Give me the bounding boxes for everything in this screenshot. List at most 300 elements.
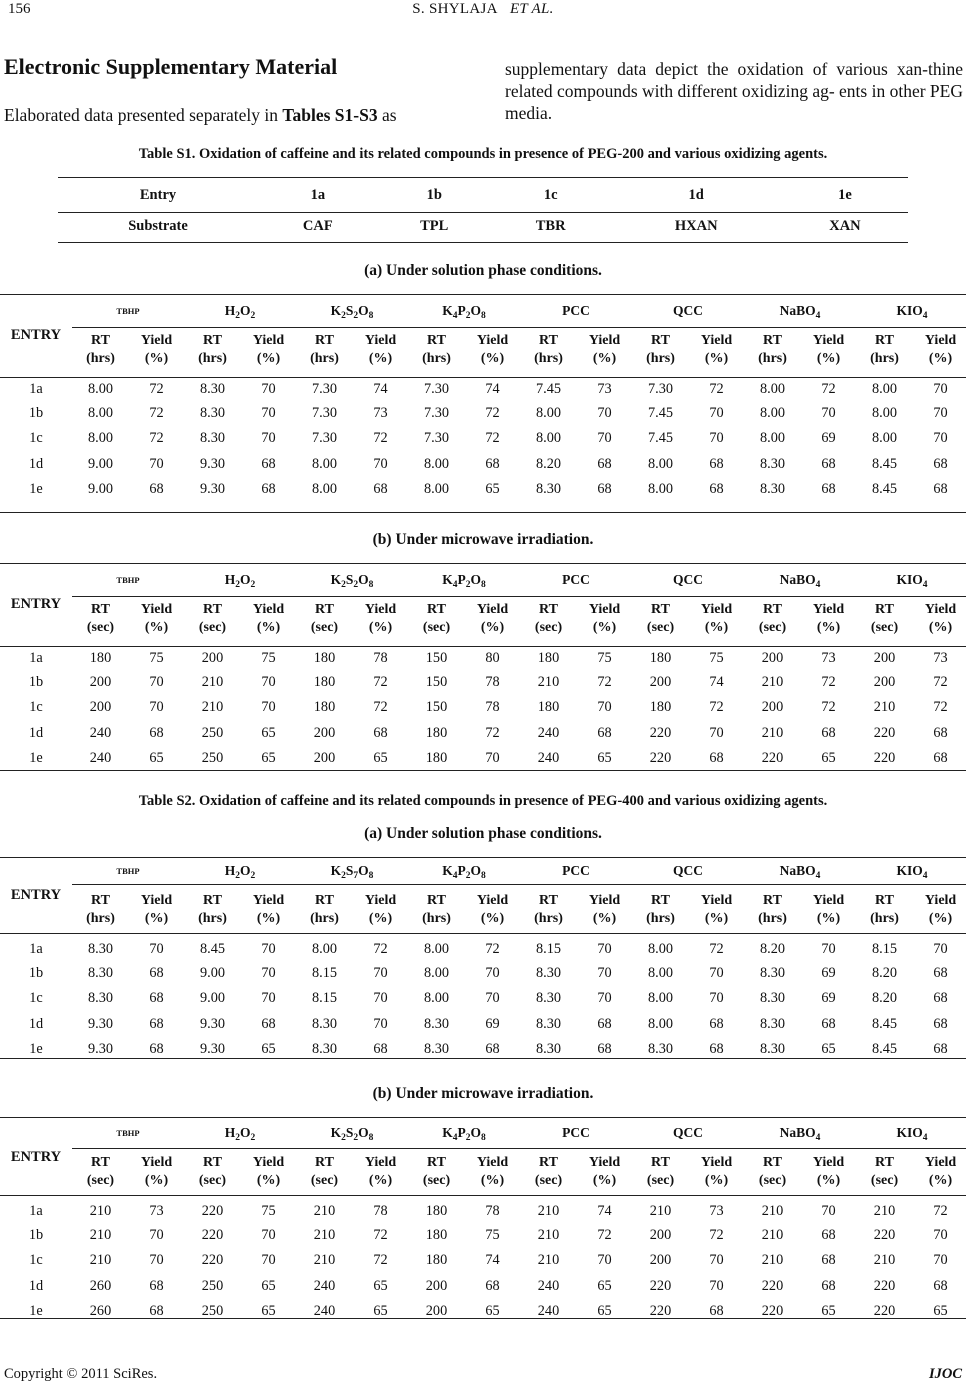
oxidant-header: NaBO$_4$ <box>779 571 821 590</box>
substrate-cell: CAF <box>302 217 333 234</box>
yield-cell: 70 <box>149 455 164 472</box>
yield-cell: 72 <box>373 1226 388 1243</box>
substrate-label: Substrate <box>128 217 188 234</box>
yield-cell: 70 <box>933 1252 948 1269</box>
rt-cell: 8.00 <box>87 430 114 447</box>
yield-cell: 70 <box>597 990 612 1007</box>
yield-header: Yield (%) <box>476 333 509 366</box>
yield-cell: 68 <box>485 1041 500 1058</box>
yield-header: Yield (%) <box>364 333 397 366</box>
yield-cell: 65 <box>261 1303 276 1320</box>
yield-cell: 65 <box>261 1277 276 1294</box>
rt-cell: 8.30 <box>199 404 226 421</box>
rt-cell: 7.30 <box>311 404 338 421</box>
yield-cell: 78 <box>485 673 500 690</box>
yield-cell: 68 <box>597 1015 612 1032</box>
rt-cell: 220 <box>761 750 784 767</box>
entry-header: ENTRY <box>10 327 62 343</box>
rt-cell: 210 <box>89 1226 112 1243</box>
rt-cell: 8.20 <box>760 940 786 957</box>
oxidant-header: $K_2S_7O_8$ <box>330 862 374 881</box>
rt-header: RT (sec) <box>534 1155 563 1188</box>
yield-cell: 68 <box>149 481 164 498</box>
yield-cell: 68 <box>709 1015 724 1032</box>
yield-header: Yield (%) <box>700 602 733 635</box>
yield-cell: 70 <box>261 990 276 1007</box>
yield-cell: 70 <box>933 940 948 957</box>
oxidant-header: $K_4P_2O_8$ <box>442 862 486 881</box>
rt-cell: 210 <box>873 699 896 716</box>
oxidant-header: $KIO_4$ <box>896 302 928 321</box>
yield-cell: 72 <box>933 673 948 690</box>
yield-cell: 68 <box>933 1015 948 1032</box>
rt-cell: 180 <box>89 649 112 666</box>
entry-header: ENTRY <box>10 1149 62 1165</box>
rt-cell: 8.30 <box>536 481 562 498</box>
yield-cell: 68 <box>373 724 388 741</box>
subheader-row <box>0 325 966 375</box>
yield-cell: 68 <box>261 1015 276 1032</box>
rt-cell: 8.15 <box>536 940 562 957</box>
yield-cell: 70 <box>933 380 948 397</box>
yield-cell: 78 <box>485 1202 500 1219</box>
rt-cell: 8.00 <box>760 404 786 421</box>
rt-cell: 220 <box>873 1226 896 1243</box>
journal-abbrev: IJOC <box>928 1366 962 1382</box>
rt-cell: 7.30 <box>424 404 450 421</box>
table-row <box>0 426 966 452</box>
rt-header: RT (sec) <box>198 602 227 635</box>
yield-cell: 65 <box>261 750 276 767</box>
rt-cell: 180 <box>649 699 672 716</box>
yield-cell: 73 <box>933 649 948 666</box>
rt-cell: 210 <box>537 1252 560 1269</box>
yield-cell: 72 <box>821 699 836 716</box>
rt-cell: 8.00 <box>424 455 450 472</box>
yield-cell: 68 <box>821 481 836 498</box>
data-table <box>0 1118 966 1325</box>
oxidant-header-row <box>0 565 966 594</box>
oxidant-header: $H_2O_2$ <box>224 571 256 590</box>
rt-cell: 180 <box>313 699 336 716</box>
table-row <box>0 1197 966 1223</box>
yield-cell: 70 <box>261 404 276 421</box>
s1a-title: (a) Under solution phase conditions. <box>364 262 602 279</box>
rt-header: RT (hrs) <box>758 893 787 926</box>
yield-cell: 70 <box>709 1277 724 1294</box>
rt-header: RT (sec) <box>86 602 115 635</box>
rt-cell: 200 <box>873 673 896 690</box>
yield-cell: 70 <box>373 1015 388 1032</box>
rt-header: RT (hrs) <box>646 333 675 366</box>
rt-header: RT (hrs) <box>534 893 563 926</box>
yield-header: Yield (%) <box>140 1155 173 1188</box>
rt-cell: 8.20 <box>872 990 898 1007</box>
yield-cell: 70 <box>149 699 164 716</box>
rt-cell: 200 <box>89 673 112 690</box>
oxidant-header: $K_2S_2O_8$ <box>330 571 374 590</box>
yield-cell: 70 <box>261 380 276 397</box>
yield-cell: 65 <box>933 1303 948 1320</box>
rt-cell: 240 <box>313 1277 336 1294</box>
yield-cell: 68 <box>149 1015 164 1032</box>
yield-cell: 65 <box>485 481 500 498</box>
rule <box>58 177 908 178</box>
rt-header: RT (sec) <box>422 602 451 635</box>
table-row <box>0 477 966 503</box>
entry-cell: 1e <box>29 1041 43 1058</box>
rt-cell: 220 <box>649 750 672 767</box>
yield-cell: 70 <box>933 404 948 421</box>
yield-cell: 72 <box>373 1252 388 1269</box>
yield-cell: 70 <box>149 673 164 690</box>
yield-cell: 80 <box>485 649 500 666</box>
yield-cell: 72 <box>485 430 500 447</box>
yield-cell: 74 <box>485 380 500 397</box>
rt-header: RT (hrs) <box>422 893 451 926</box>
rt-cell: 200 <box>761 649 784 666</box>
s2b-title: (b) Under microwave irradiation. <box>372 1085 594 1102</box>
rt-header: RT (hrs) <box>534 333 563 366</box>
yield-cell: 70 <box>485 990 500 1007</box>
yield-header: Yield (%) <box>476 893 509 926</box>
rt-cell: 220 <box>761 1277 784 1294</box>
entry-label: Entry <box>139 186 177 203</box>
rt-cell: 8.30 <box>199 380 226 397</box>
rt-cell: 180 <box>537 699 560 716</box>
rt-cell: 220 <box>873 1277 896 1294</box>
rt-cell: 210 <box>89 1252 112 1269</box>
rt-cell: 8.00 <box>648 940 674 957</box>
entry-cell: 1c <box>29 699 43 716</box>
oxidant-header: NaBO$_4$ <box>779 302 821 321</box>
yield-cell: 69 <box>821 430 836 447</box>
oxidant-header: $KIO_4$ <box>896 571 928 590</box>
yield-header: Yield (%) <box>812 893 845 926</box>
yield-cell: 68 <box>821 1277 836 1294</box>
oxidant-header: TBHP <box>116 574 140 585</box>
rt-cell: 8.00 <box>872 380 898 397</box>
rt-cell: 7.30 <box>311 430 338 447</box>
yield-cell: 70 <box>597 940 612 957</box>
yield-header: Yield (%) <box>364 1155 397 1188</box>
rt-cell: 9.30 <box>87 1015 114 1032</box>
entry-header: ENTRY <box>10 596 62 612</box>
rt-cell: 8.30 <box>760 1015 786 1032</box>
subheader-row <box>0 1147 966 1197</box>
entry-row <box>58 180 908 210</box>
yield-cell: 68 <box>485 1277 500 1294</box>
yield-header: Yield (%) <box>588 1155 621 1188</box>
oxidant-header: PCC <box>562 862 590 878</box>
rt-cell: 210 <box>761 1252 784 1269</box>
yield-cell: 70 <box>597 964 612 981</box>
rt-cell: 9.30 <box>199 1041 226 1058</box>
yield-cell: 70 <box>821 404 836 421</box>
yield-cell: 68 <box>821 1252 836 1269</box>
entry-cell: 1b <box>28 964 44 981</box>
rt-cell: 8.00 <box>311 940 338 957</box>
rt-header: RT (sec) <box>310 602 339 635</box>
substrate-cell: TPL <box>420 217 449 234</box>
oxidant-header: $K_2S_2O_8$ <box>330 302 374 321</box>
entry-cell: 1c <box>29 430 43 447</box>
rt-cell: 8.15 <box>311 964 338 981</box>
rt-cell: 200 <box>873 649 896 666</box>
rt-cell: 8.45 <box>199 940 226 957</box>
yield-header: Yield (%) <box>924 333 957 366</box>
entry-cell: 1a <box>29 380 43 397</box>
yield-cell: 65 <box>149 750 164 767</box>
yield-cell: 75 <box>709 649 724 666</box>
rt-cell: 9.00 <box>199 990 226 1007</box>
oxidant-header: $K_4P_2O_8$ <box>442 1124 486 1143</box>
table-row <box>0 375 966 401</box>
intro-text-2: as <box>377 105 397 125</box>
rt-cell: 150 <box>425 699 448 716</box>
yield-cell: 68 <box>373 481 388 498</box>
rt-header: RT (hrs) <box>198 893 227 926</box>
oxidant-header: PCC <box>562 571 590 587</box>
yield-header: Yield (%) <box>588 602 621 635</box>
oxidant-header: NaBO$_4$ <box>779 862 821 881</box>
oxidant-header: PCC <box>562 302 590 318</box>
rt-cell: 8.00 <box>87 404 114 421</box>
rule <box>58 242 908 243</box>
yield-cell: 72 <box>821 380 836 397</box>
entry-cell: 1a <box>310 186 326 203</box>
entry-cell: 1b <box>28 1226 44 1243</box>
rt-cell: 9.00 <box>87 455 114 472</box>
rt-cell: 7.30 <box>311 380 338 397</box>
rt-cell: 8.20 <box>536 455 562 472</box>
yield-cell: 72 <box>485 404 500 421</box>
rt-cell: 8.00 <box>311 455 338 472</box>
rt-cell: 8.00 <box>424 990 450 1007</box>
table-row <box>0 986 966 1012</box>
intro-paragraph-continuation: supplementary data depict the oxidation of various xan-thine related compounds with different oxidizing ag- ents in other PEG media. <box>505 59 963 123</box>
yield-cell: 70 <box>709 990 724 1007</box>
yield-cell: 70 <box>485 964 500 981</box>
yield-cell: 70 <box>933 1226 948 1243</box>
rt-cell: 220 <box>649 724 672 741</box>
entry-cell: 1e <box>29 1303 43 1320</box>
copyright: Copyright © 2011 SciRes. <box>4 1366 158 1382</box>
table-row <box>0 1012 966 1038</box>
rt-header: RT (hrs) <box>758 333 787 366</box>
rt-cell: 210 <box>89 1202 112 1219</box>
entry-cell: 1b <box>28 404 44 421</box>
rt-cell: 7.45 <box>648 404 674 421</box>
yield-cell: 72 <box>821 673 836 690</box>
oxidant-header: $H_2O_2$ <box>224 862 256 881</box>
rt-cell: 8.00 <box>87 380 114 397</box>
rt-cell: 8.30 <box>87 990 114 1007</box>
rt-cell: 220 <box>873 724 896 741</box>
rt-cell: 210 <box>201 699 224 716</box>
rt-cell: 220 <box>201 1252 224 1269</box>
oxidant-header: TBHP <box>116 1127 140 1138</box>
table-row <box>0 695 966 721</box>
subheader-row <box>0 594 966 644</box>
rt-cell: 8.30 <box>760 1041 786 1058</box>
yield-cell: 78 <box>373 649 388 666</box>
yield-cell: 69 <box>821 964 836 981</box>
rt-cell: 8.00 <box>536 430 562 447</box>
rt-cell: 8.45 <box>872 455 898 472</box>
yield-cell: 65 <box>597 1303 612 1320</box>
table-s1-caption: Table S1. Oxidation of caffeine and its related compounds in presence of PEG-200 and various oxidizing agents. <box>138 146 828 162</box>
rt-header: RT (hrs) <box>310 893 339 926</box>
rt-cell: 260 <box>89 1303 112 1320</box>
rt-cell: 210 <box>761 1202 784 1219</box>
yield-cell: 70 <box>709 404 724 421</box>
rt-cell: 210 <box>537 673 560 690</box>
table-row <box>0 1299 966 1325</box>
yield-cell: 70 <box>373 455 388 472</box>
yield-cell: 70 <box>261 430 276 447</box>
oxidant-header: QCC <box>673 1124 704 1140</box>
oxidant-header-row <box>0 296 966 325</box>
rt-cell: 9.00 <box>199 964 226 981</box>
rt-cell: 210 <box>313 1202 336 1219</box>
et-al: ET AL. <box>509 1 554 17</box>
rt-cell: 250 <box>201 724 224 741</box>
table-row <box>0 1274 966 1300</box>
rt-cell: 8.00 <box>648 990 674 1007</box>
yield-cell: 70 <box>373 990 388 1007</box>
s2a-title: (a) Under solution phase conditions. <box>364 825 602 842</box>
rt-cell: 8.30 <box>648 1041 674 1058</box>
rt-cell: 200 <box>425 1277 448 1294</box>
yield-cell: 68 <box>933 1277 948 1294</box>
rt-cell: 9.30 <box>87 1041 114 1058</box>
yield-cell: 70 <box>261 699 276 716</box>
yield-cell: 72 <box>709 940 724 957</box>
entry-cell: 1d <box>28 1015 44 1032</box>
data-table <box>0 565 966 772</box>
yield-header: Yield (%) <box>252 1155 285 1188</box>
rt-cell: 8.00 <box>424 481 450 498</box>
rt-cell: 8.30 <box>760 964 786 981</box>
rt-cell: 210 <box>313 1226 336 1243</box>
yield-header: Yield (%) <box>700 1155 733 1188</box>
yield-cell: 72 <box>709 380 724 397</box>
rt-cell: 8.30 <box>87 964 114 981</box>
rt-cell: 8.00 <box>648 481 674 498</box>
rt-cell: 180 <box>425 1226 448 1243</box>
yield-cell: 68 <box>709 1303 724 1320</box>
rt-header: RT (hrs) <box>870 333 899 366</box>
yield-header: Yield (%) <box>252 602 285 635</box>
yield-header: Yield (%) <box>476 1155 509 1188</box>
yield-cell: 65 <box>373 1303 388 1320</box>
table-row <box>0 644 966 670</box>
yield-cell: 70 <box>933 430 948 447</box>
rt-cell: 7.45 <box>648 430 674 447</box>
yield-cell: 68 <box>933 1041 948 1058</box>
rt-header: RT (hrs) <box>198 333 227 366</box>
rt-cell: 240 <box>537 724 560 741</box>
yield-header: Yield (%) <box>140 893 173 926</box>
oxidant-header: $KIO_4$ <box>896 862 928 881</box>
entry-cell: 1d <box>28 724 44 741</box>
tables-reference: Tables S1-S3 <box>282 105 378 125</box>
yield-header: Yield (%) <box>812 333 845 366</box>
rt-cell: 210 <box>649 1202 672 1219</box>
yield-header: Yield (%) <box>476 602 509 635</box>
rt-header: RT (sec) <box>870 602 899 635</box>
rt-cell: 220 <box>649 1277 672 1294</box>
yield-cell: 65 <box>373 1277 388 1294</box>
yield-header: Yield (%) <box>924 602 957 635</box>
entry-cell: 1c <box>29 990 43 1007</box>
yield-cell: 65 <box>373 750 388 767</box>
entry-cell: 1b <box>426 186 442 203</box>
yield-cell: 73 <box>149 1202 164 1219</box>
rt-cell: 210 <box>761 673 784 690</box>
rt-cell: 7.30 <box>424 380 450 397</box>
table-s2-caption: Table S2. Oxidation of caffeine and its related compounds in presence of PEG-400 and various oxidizing agents. <box>138 793 828 809</box>
yield-cell: 75 <box>597 649 612 666</box>
yield-cell: 72 <box>373 940 388 957</box>
yield-cell: 72 <box>933 1202 948 1219</box>
table-row <box>0 935 966 961</box>
yield-header: Yield (%) <box>700 333 733 366</box>
rt-header: RT (sec) <box>646 1155 675 1188</box>
rt-header: RT (sec) <box>198 1155 227 1188</box>
rt-cell: 8.00 <box>536 404 562 421</box>
table-row <box>0 670 966 696</box>
table-row <box>0 721 966 747</box>
yield-cell: 68 <box>821 1226 836 1243</box>
entry-cell: 1b <box>28 673 44 690</box>
yield-cell: 68 <box>933 964 948 981</box>
entry-cell: 1c <box>543 186 558 203</box>
yield-cell: 65 <box>261 724 276 741</box>
yield-header: Yield (%) <box>700 893 733 926</box>
yield-cell: 65 <box>261 1041 276 1058</box>
entry-cell: 1e <box>29 481 43 498</box>
yield-cell: 70 <box>709 964 724 981</box>
substrate-cell: XAN <box>829 217 861 234</box>
rule <box>0 563 966 564</box>
rt-cell: 8.30 <box>760 481 786 498</box>
yield-cell: 68 <box>821 724 836 741</box>
rule <box>0 512 966 513</box>
rt-cell: 250 <box>201 750 224 767</box>
rt-cell: 240 <box>537 1277 560 1294</box>
yield-cell: 68 <box>933 455 948 472</box>
yield-cell: 73 <box>821 649 836 666</box>
rt-header: RT (sec) <box>534 602 563 635</box>
rt-cell: 240 <box>537 1303 560 1320</box>
oxidant-header: QCC <box>673 571 704 587</box>
yield-cell: 70 <box>821 940 836 957</box>
subheader-row <box>0 885 966 935</box>
rt-cell: 9.00 <box>87 481 114 498</box>
yield-cell: 70 <box>149 1226 164 1243</box>
rt-cell: 8.00 <box>424 940 450 957</box>
oxidant-header-row <box>0 856 966 885</box>
rt-header: RT (hrs) <box>870 893 899 926</box>
rt-cell: 7.30 <box>648 380 674 397</box>
yield-cell: 70 <box>597 1252 612 1269</box>
rt-cell: 8.45 <box>872 1015 898 1032</box>
yield-header: Yield (%) <box>364 893 397 926</box>
intro-paragraph-start <box>4 104 466 126</box>
rt-cell: 180 <box>425 1202 448 1219</box>
